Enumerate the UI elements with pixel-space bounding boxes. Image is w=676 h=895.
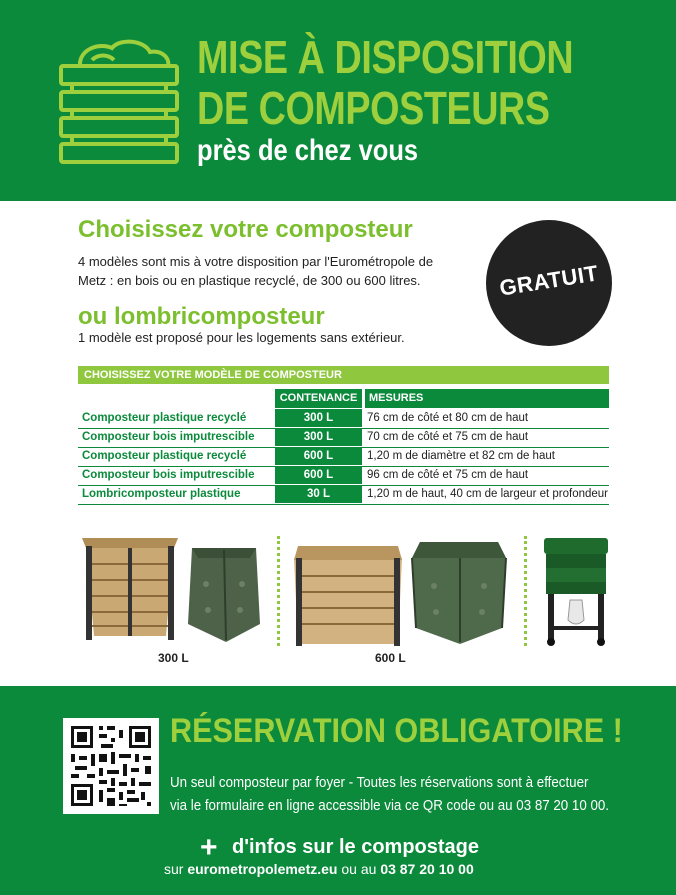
row-capacity: 600 L [275, 466, 362, 484]
row-measures: 96 cm de côté et 75 cm de haut [367, 469, 529, 481]
table-row [78, 428, 609, 448]
column-header-measures: MESURES [365, 389, 609, 408]
heading-lombricomposteur: ou lombricomposteur [78, 303, 325, 330]
more-info-heading: d'infos sur le compostage [232, 836, 480, 858]
row-model-name: Composteur bois imputrescible [82, 431, 255, 443]
table-row [78, 409, 609, 429]
free-badge-label: GRATUIT [497, 260, 601, 301]
intro-text-line2: Metz : en bois ou en plastique recyclé, de 300 ou 600 litres. [78, 273, 421, 288]
row-measures: 1,20 m de diamètre et 82 cm de haut [367, 450, 555, 462]
table-row [78, 485, 609, 505]
header-banner [0, 0, 676, 201]
row-capacity: 300 L [275, 428, 362, 446]
row-measures: 70 cm de côté et 75 cm de haut [367, 431, 529, 443]
column-header-capacity: CONTENANCE [275, 389, 362, 408]
row-measures: 76 cm de côté et 80 cm de haut [367, 412, 529, 424]
reservation-title: RÉSERVATION OBLIGATOIRE ! [170, 712, 623, 750]
row-capacity: 300 L [275, 409, 362, 427]
heading-choose-composter: Choisissez votre composteur [78, 216, 413, 243]
table-title: CHOISISSEZ VOTRE MODÈLE DE COMPOSTEUR [78, 366, 609, 384]
separator-dotted [277, 536, 280, 646]
page-title-line1: MISE À DISPOSITION [197, 31, 574, 83]
wooden-composter-300-image [82, 538, 178, 646]
row-model-name: Lombricomposteur plastique [82, 488, 241, 500]
contact-mid: ou au [341, 861, 377, 877]
contact-line [164, 861, 474, 877]
page-subtitle: près de chez vous [197, 134, 419, 167]
row-measures: 1,20 m de haut, 40 cm de largeur et profondeur [367, 488, 609, 500]
contact-prefix: sur [164, 861, 184, 877]
plastic-composter-600-image [410, 536, 508, 646]
caption-600-litres: 600 L [375, 651, 406, 665]
qr-code-image[interactable] [63, 718, 159, 814]
lombri-text: 1 modèle est proposé pour les logements sans extérieur. [78, 330, 405, 345]
reservation-line1: Un seul composteur par foyer - Toutes les réservations sont à effectuer [170, 775, 589, 791]
table-row [78, 447, 609, 467]
row-capacity: 30 L [275, 485, 362, 503]
wooden-composter-600-image [294, 546, 402, 646]
compost-bin-icon [58, 36, 180, 164]
caption-300-litres: 300 L [158, 651, 189, 665]
worm-composter-image [540, 536, 612, 646]
free-badge [486, 220, 612, 346]
row-model-name: Composteur plastique recyclé [82, 450, 247, 462]
website-link[interactable]: eurometropolemetz.eu [187, 861, 338, 877]
page-title-line2: DE COMPOSTEURS [197, 82, 550, 134]
plastic-composter-300-image [186, 544, 262, 644]
phone-number[interactable]: 03 87 20 10 00 [380, 861, 474, 877]
reservation-line2: via le formulaire en ligne accessible via ce QR code ou au 03 87 20 10 00. [170, 798, 610, 814]
plus-icon: + [200, 831, 218, 864]
separator-dotted [524, 536, 527, 646]
reservation-details [170, 772, 609, 818]
table-row [78, 466, 609, 486]
intro-text-line1: 4 modèles sont mis à votre disposition par l'Eurométropole de [78, 254, 434, 269]
row-model-name: Composteur plastique recyclé [82, 412, 247, 424]
row-model-name: Composteur bois imputrescible [82, 469, 255, 481]
row-capacity: 600 L [275, 447, 362, 465]
